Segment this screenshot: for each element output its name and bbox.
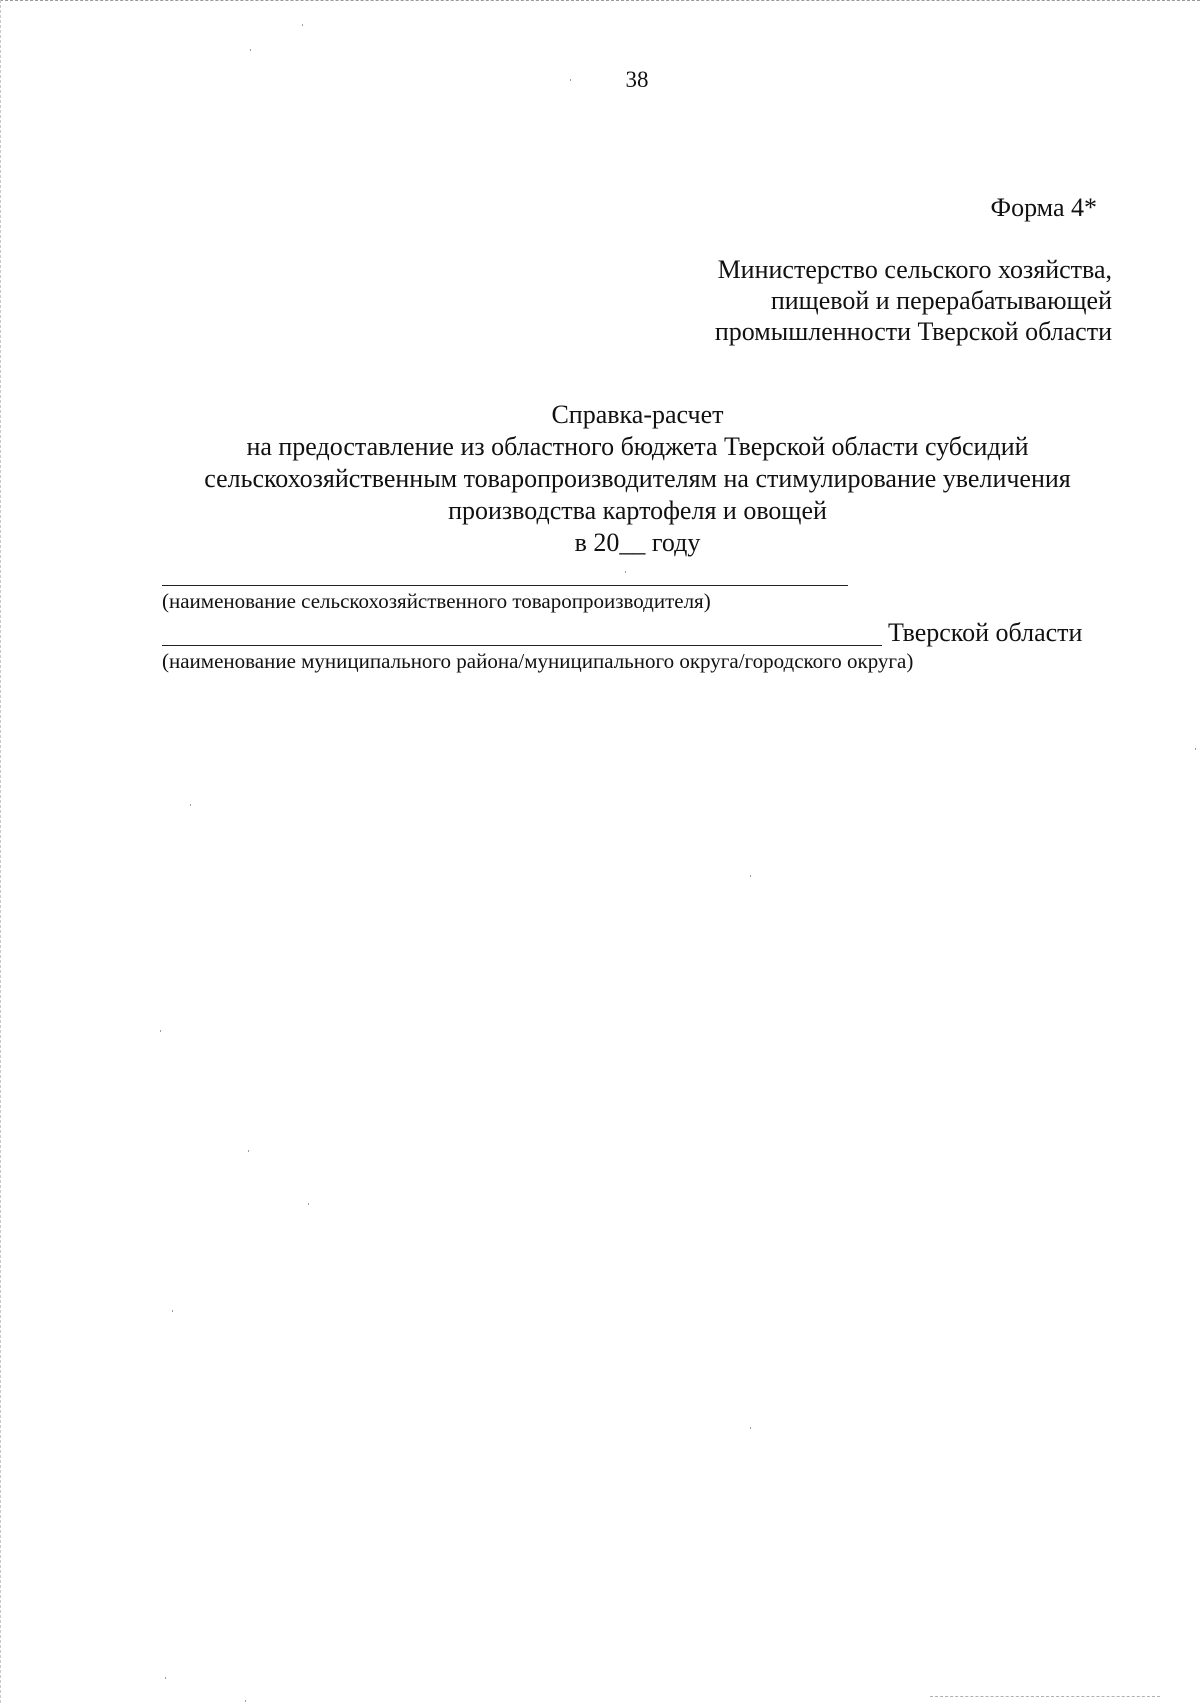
scan-edge-left xyxy=(0,0,3,1703)
scan-edge-top xyxy=(0,0,1200,3)
title-line: в 20__ году xyxy=(574,528,701,557)
scan-speck xyxy=(308,1203,309,1205)
scan-speck xyxy=(160,1030,161,1032)
title-line: производства картофеля и овощей xyxy=(448,496,827,525)
scan-speck xyxy=(248,1150,249,1152)
scan-speck xyxy=(250,49,251,51)
region-suffix: Тверской области xyxy=(888,618,1083,647)
municipality-caption: (наименование муниципального района/муниципального округа/городского округа) xyxy=(162,649,914,673)
scan-speck xyxy=(1195,748,1196,750)
ministry-line: пищевой и перерабатывающей xyxy=(770,286,1112,315)
document-title xyxy=(150,399,1125,559)
producer-caption: (наименование сельскохозяйственного товаропроизводителя) xyxy=(162,589,711,613)
ministry-line: Министерство сельского хозяйства, xyxy=(717,255,1112,284)
title-line: сельскохозяйственным товаропроизводителям на стимулирование увеличения xyxy=(204,464,1071,493)
scan-speck xyxy=(165,1677,166,1679)
ministry-block xyxy=(715,254,1112,347)
form-label: Форма 4* xyxy=(990,193,1097,222)
scan-speck xyxy=(750,1427,751,1429)
scan-speck xyxy=(172,1310,173,1312)
scan-speck xyxy=(190,804,191,806)
scan-edge-bottom xyxy=(930,1696,1160,1699)
title-line: на предоставление из областного бюджета Тверской области субсидий xyxy=(246,432,1029,461)
scan-speck xyxy=(302,24,303,26)
title-line: Справка-расчет xyxy=(551,400,724,429)
producer-name-field[interactable] xyxy=(162,585,848,586)
scan-speck xyxy=(245,1700,246,1702)
scan-speck xyxy=(625,571,626,573)
scan-speck xyxy=(750,875,751,877)
page-number: 38 xyxy=(625,67,649,92)
municipality-name-field[interactable] xyxy=(162,645,882,646)
ministry-line: промышленности Тверской области xyxy=(714,317,1112,346)
